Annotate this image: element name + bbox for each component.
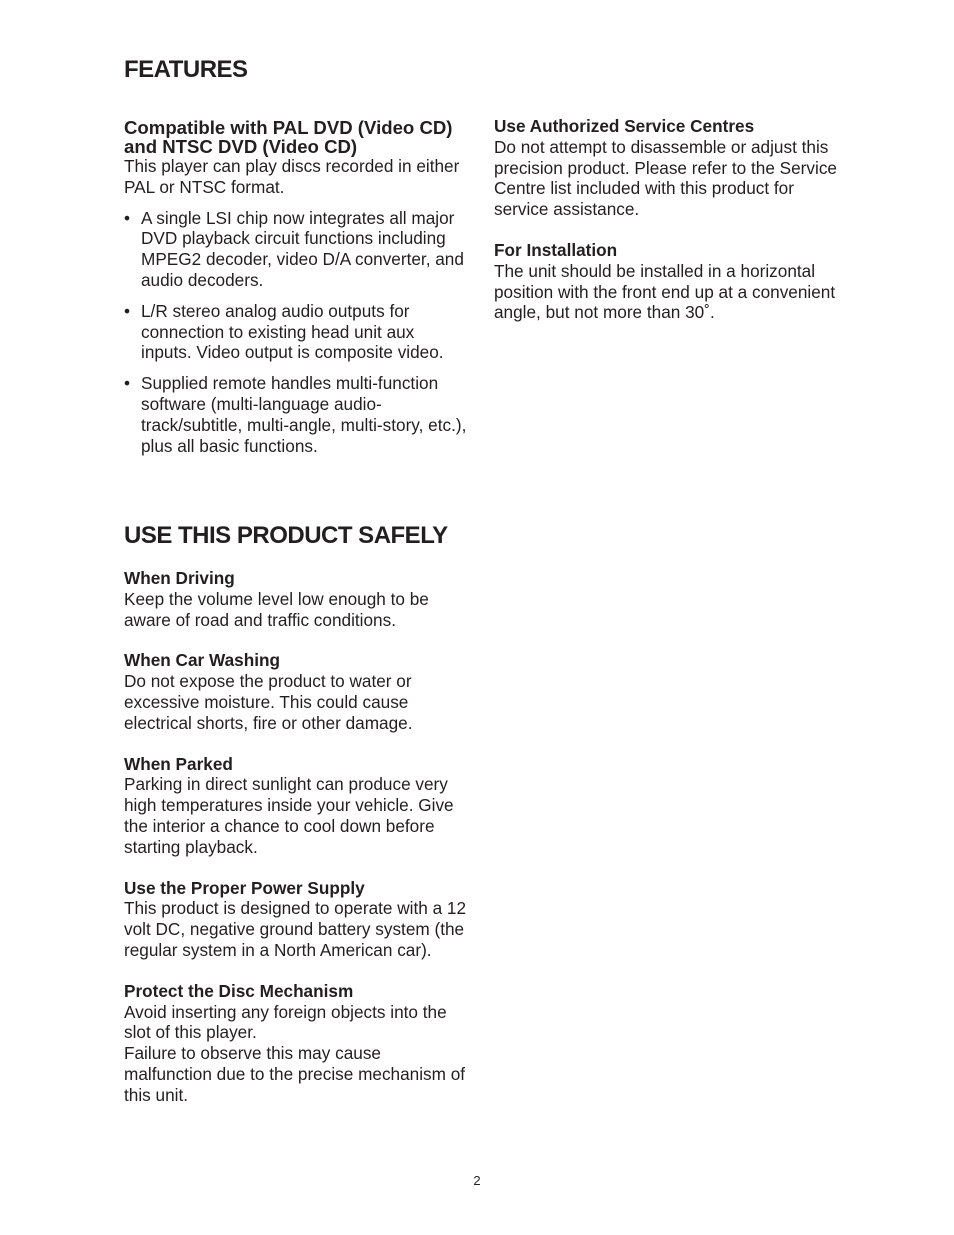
section-installation — [494, 240, 839, 323]
features-heading: FEATURES — [124, 56, 248, 83]
section-text: Do not attempt to disassemble or adjust this precision product. Please refer to the Service Centre list included with this product for service assistance. — [494, 136, 837, 220]
safety-heading: USE THIS PRODUCT SAFELY — [124, 522, 448, 549]
section-text: Avoid inserting any foreign objects into the slot of this player. — [124, 1001, 447, 1043]
features-list — [124, 208, 469, 457]
right-column — [494, 116, 839, 343]
features-column — [124, 118, 469, 466]
safety-column — [124, 568, 469, 1126]
compatible-text: This player can play discs recorded in either PAL or NTSC format. — [124, 156, 460, 197]
section-when-parked — [124, 754, 469, 858]
list-item — [124, 373, 469, 456]
bullet-icon: • — [124, 300, 131, 321]
section-title: Protect the Disc Mechanism — [124, 980, 354, 1001]
section-when-car-washing — [124, 650, 469, 733]
bullet-text: L/R stereo analog audio outputs for connection to existing head unit aux inputs. Video output is composite video. — [141, 300, 444, 363]
list-item — [124, 301, 469, 363]
section-disc-mechanism — [124, 981, 469, 1106]
bullet-text: Supplied remote handles multi-function software (multi-language audio-track/subtitle, multi-angle, multi-story, etc.), plus all basic functions. — [141, 373, 467, 456]
section-text-continued: Failure to observe this may cause malfunction due to the precise mechanism of this unit. — [124, 1043, 466, 1105]
bullet-text: A single LSI chip now integrates all major DVD playback circuit functions including MPEG2 decoder, video D/A converter, and audio decoders. — [141, 207, 464, 290]
section-text: Parking in direct sunlight can produce very high temperatures inside your vehicle. Give the interior a chance to cool down before starting playback. — [124, 774, 454, 857]
section-text: This product is designed to operate with a 12 volt DC, negative ground battery system (the regular system in a North American car). — [124, 898, 467, 960]
bullet-icon: • — [124, 373, 131, 394]
compatible-title: Compatible with PAL DVD (Video CD) and NTSC DVD (Video CD) — [124, 117, 453, 157]
section-title: When Parked — [124, 753, 233, 774]
section-title: Use the Proper Power Supply — [124, 877, 365, 898]
section-title: For Installation — [494, 239, 618, 260]
page-number: 2 — [473, 1173, 481, 1188]
section-text: Keep the volume level low enough to be aware of road and traffic conditions. — [124, 588, 429, 630]
list-item — [124, 208, 469, 291]
section-power-supply — [124, 878, 469, 961]
section-title: When Driving — [124, 568, 235, 588]
section-text: The unit should be installed in a horizontal position with the front end up at a convenient angle, but not more than 30˚. — [494, 260, 836, 323]
section-title: When Car Washing — [124, 650, 280, 671]
section-title: Use Authorized Service Centres — [494, 116, 755, 136]
section-service-centres — [494, 116, 839, 220]
section-when-driving — [124, 568, 469, 630]
bullet-icon: • — [124, 207, 131, 228]
section-text: Do not expose the product to water or excessive moisture. This could cause electrical shorts, fire or other damage. — [124, 671, 413, 733]
